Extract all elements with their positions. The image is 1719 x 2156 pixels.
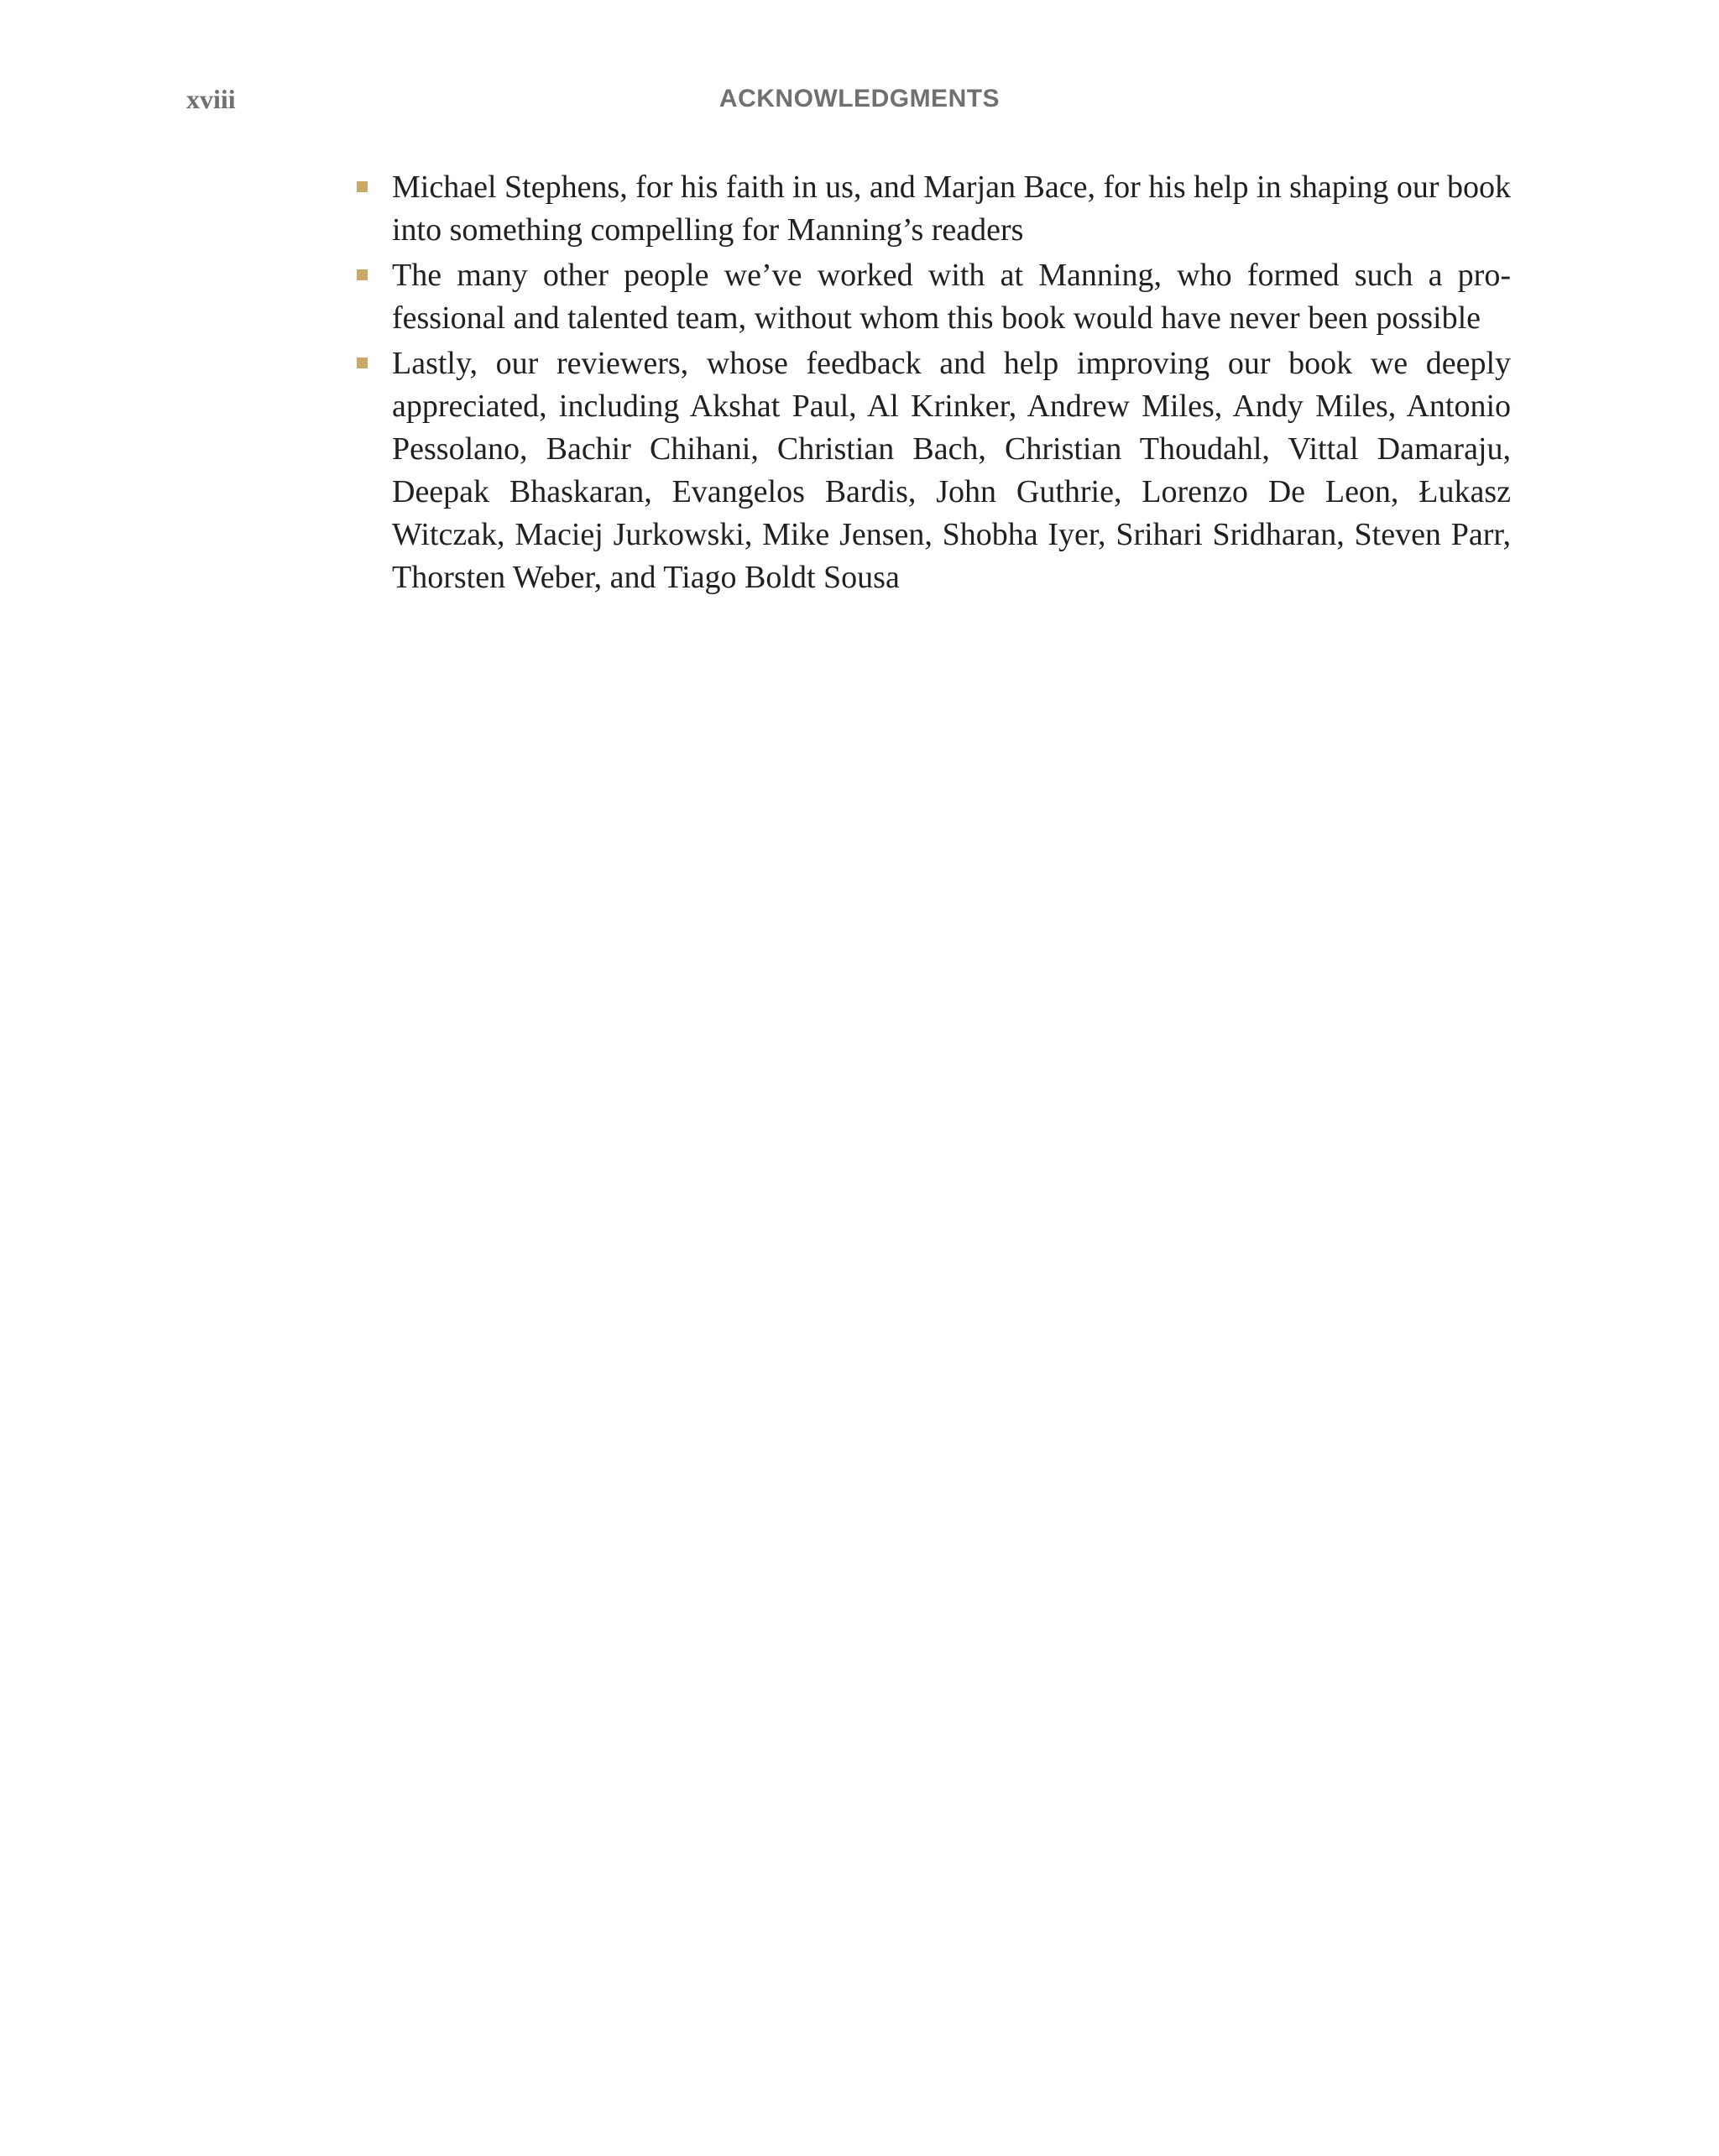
square-bullet-icon <box>357 269 368 280</box>
list-item-text: Lastly, our reviewers, whose feedback and help improving our book we deeply appreciated, including Akshat Paul, Al Krinker, Andrew Miles, Andy Miles, Antonio Pessolano, Bachir Chihani, Christian Bach, Christian Thoudahl, Vittal Damaraju, Deepak Bhaskaran, Evangelos Bardis, John Guthrie, Lorenzo De Leon, Łukasz Witczak, Maciej Jurkowski, Mike Jensen, Shobha Iyer, Srihari Sridharan, Steven Parr, Thorsten Weber, and Tiago Boldt Sousa <box>392 346 1511 595</box>
list-item <box>353 342 1511 599</box>
acknowledgments-list <box>353 166 1511 602</box>
list-item <box>353 166 1511 252</box>
list-item-text: The many other people we’ve worked with at Manning, who formed such a professional and talented team, without whom this book would have never been possible <box>392 258 1511 336</box>
running-head-text: ACKNOWLEDGMENTS <box>718 85 1001 112</box>
page-number: xviii <box>186 84 236 114</box>
list-item-text: Michael Stephens, for his faith in us, and Marjan Bace, for his help in shaping our book into something compelling for Manning’s readers <box>392 170 1511 248</box>
square-bullet-icon <box>357 358 368 368</box>
running-head <box>0 82 1719 116</box>
square-bullet-icon <box>357 181 368 192</box>
list-item <box>353 254 1511 340</box>
